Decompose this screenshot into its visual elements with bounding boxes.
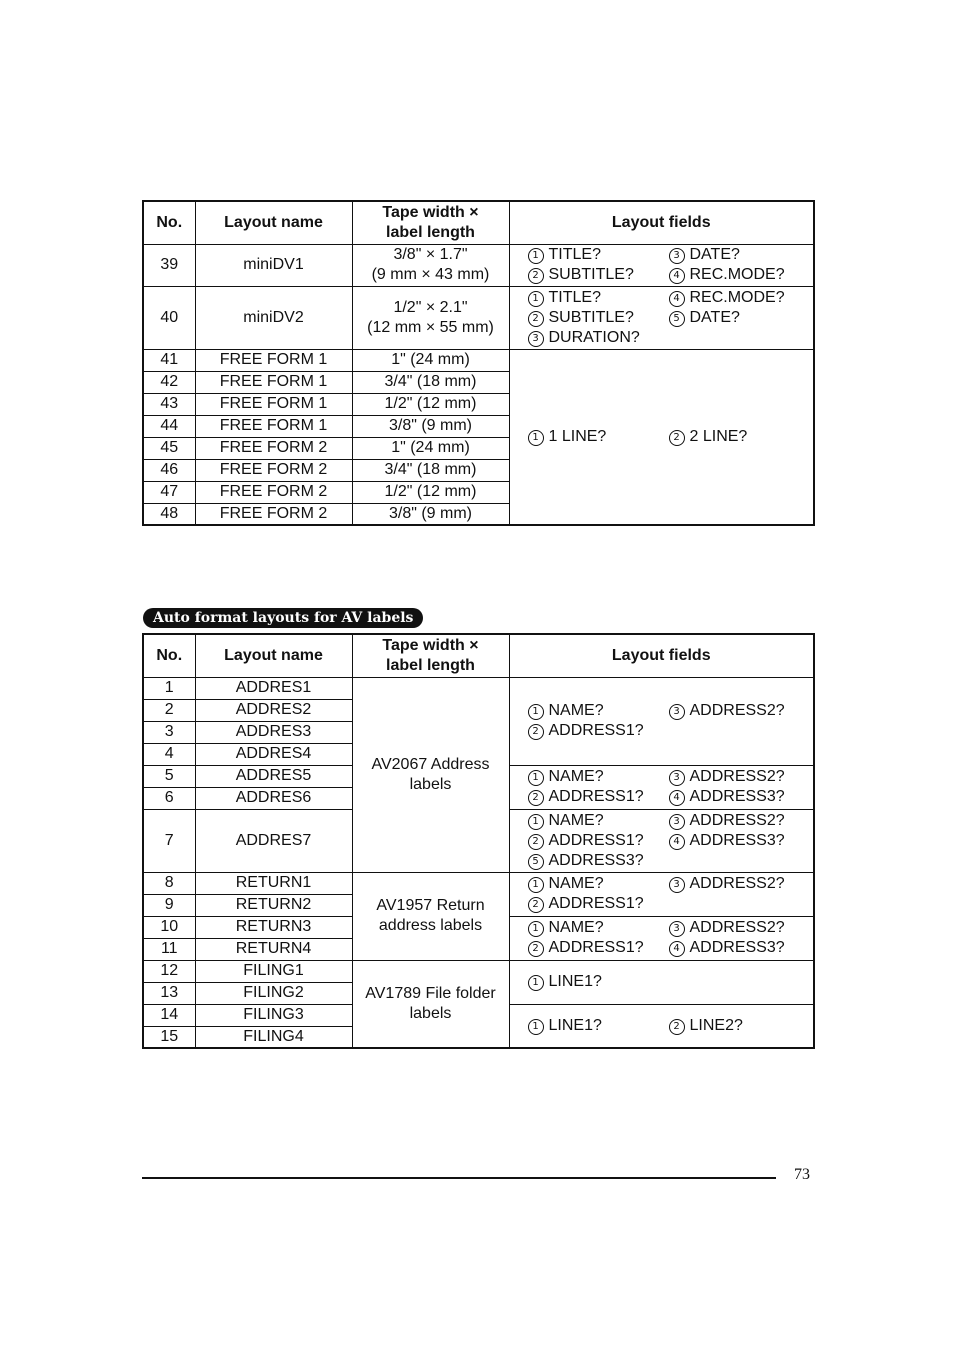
table-row: 43 FREE FORM 1 1/2" (12 mm) (143, 393, 814, 415)
section-title: Auto format layouts for AV labels (143, 608, 423, 628)
table-row: 1 ADDRES1 AV2067 Address labels 1 NAME? 3 ADDRESS2? 2 ADDRESS1? (143, 677, 814, 699)
layout-fields-cell: 1 NAME? 3 ADDRESS2? 2 ADDRESS1? 4 ADDRESS3? (509, 916, 814, 960)
col-header-layout-name: Layout name (195, 201, 352, 244)
col-header-layout-name: Layout name (195, 634, 352, 677)
table-row: 41 FREE FORM 1 1" (24 mm) 1 1 LINE? 2 2 LINE? (143, 349, 814, 371)
table-row: 8 RETURN1 AV1957 Return address labels 1 NAME? 3 ADDRESS2? 2 ADDRESS1? (143, 872, 814, 894)
table-row: 14 FILING3 1 LINE1? 2 LINE2? (143, 1004, 814, 1026)
tape-group-return: AV1957 Return address labels (352, 872, 509, 960)
table-row: 11 RETURN4 (143, 938, 814, 960)
tape-group-address: AV2067 Address labels (352, 677, 509, 872)
footer-rule (142, 1177, 776, 1179)
table-row: 40 miniDV2 1/2" × 2.1" (12 mm × 55 mm) 1 TITLE? 4 REC.MODE? 2 SUBTITLE? 5 DATE? 3 DURATION? (143, 286, 814, 349)
table-row: 47 FREE FORM 2 1/2" (12 mm) (143, 481, 814, 503)
layout-fields-cell: 1 TITLE? 3 DATE? 2 SUBTITLE? 4 REC.MODE? (509, 244, 814, 286)
av-label-layout-table (142, 633, 815, 1049)
page-number: 73 (794, 1166, 810, 1183)
layout-fields-cell: 1 LINE1? (509, 960, 814, 1004)
table-row: 3 ADDRES3 (143, 721, 814, 743)
table-row: 44 FREE FORM 1 3/8" (9 mm) (143, 415, 814, 437)
table-row: 5 ADDRES5 1 NAME? 3 ADDRESS2? 2 ADDRESS1? 4 ADDRESS3? (143, 765, 814, 787)
table-row: 48 FREE FORM 2 3/8" (9 mm) (143, 503, 814, 525)
table-row: 46 FREE FORM 2 3/4" (18 mm) (143, 459, 814, 481)
table-row: 13 FILING2 (143, 982, 814, 1004)
table-row: 7 ADDRES7 1 NAME? 3 ADDRESS2? 2 ADDRESS1? 4 ADDRESS3? 5 ADDRESS3? (143, 809, 814, 872)
layout-fields-cell: 1 TITLE? 4 REC.MODE? 2 SUBTITLE? 5 DATE? 3 DURATION? (509, 286, 814, 349)
table-row: 15 FILING4 (143, 1026, 814, 1048)
layout-fields-cell: 1 NAME? 3 ADDRESS2? 2 ADDRESS1? (509, 677, 814, 765)
table-row: 12 FILING1 AV1789 File folder labels 1 LINE1? (143, 960, 814, 982)
col-header-tape-width: Tape width × label length (352, 201, 509, 244)
col-header-layout-fields: Layout fields (509, 201, 814, 244)
free-form-layout-table (142, 200, 815, 526)
layout-fields-cell: 1 NAME? 3 ADDRESS2? 2 ADDRESS1? 4 ADDRESS3? 5 ADDRESS3? (509, 809, 814, 872)
layout-fields-cell: 1 NAME? 3 ADDRESS2? 2 ADDRESS1? (509, 872, 814, 916)
col-header-tape-width: Tape width × label length (352, 634, 509, 677)
layout-fields-cell: 1 LINE1? 2 LINE2? (509, 1004, 814, 1048)
table-row: 6 ADDRES6 (143, 787, 814, 809)
layout-fields-cell: 1 NAME? 3 ADDRESS2? 2 ADDRESS1? 4 ADDRESS3? (509, 765, 814, 809)
table-row: 39 miniDV1 3/8" × 1.7" (9 mm × 43 mm) 1 TITLE? 3 DATE? 2 SUBTITLE? 4 REC.MODE? (143, 244, 814, 286)
layout-fields-cell: 1 1 LINE? 2 2 LINE? (509, 349, 814, 525)
table-row: 9 RETURN2 (143, 894, 814, 916)
col-header-layout-fields: Layout fields (509, 634, 814, 677)
col-header-no: No. (143, 201, 195, 244)
col-header-no: No. (143, 634, 195, 677)
table-row: 2 ADDRES2 (143, 699, 814, 721)
table-row: 45 FREE FORM 2 1" (24 mm) (143, 437, 814, 459)
table-row: 4 ADDRES4 (143, 743, 814, 765)
table-row: 42 FREE FORM 1 3/4" (18 mm) (143, 371, 814, 393)
table-row: 10 RETURN3 1 NAME? 3 ADDRESS2? 2 ADDRESS1? 4 ADDRESS3? (143, 916, 814, 938)
tape-group-filing: AV1789 File folder labels (352, 960, 509, 1048)
